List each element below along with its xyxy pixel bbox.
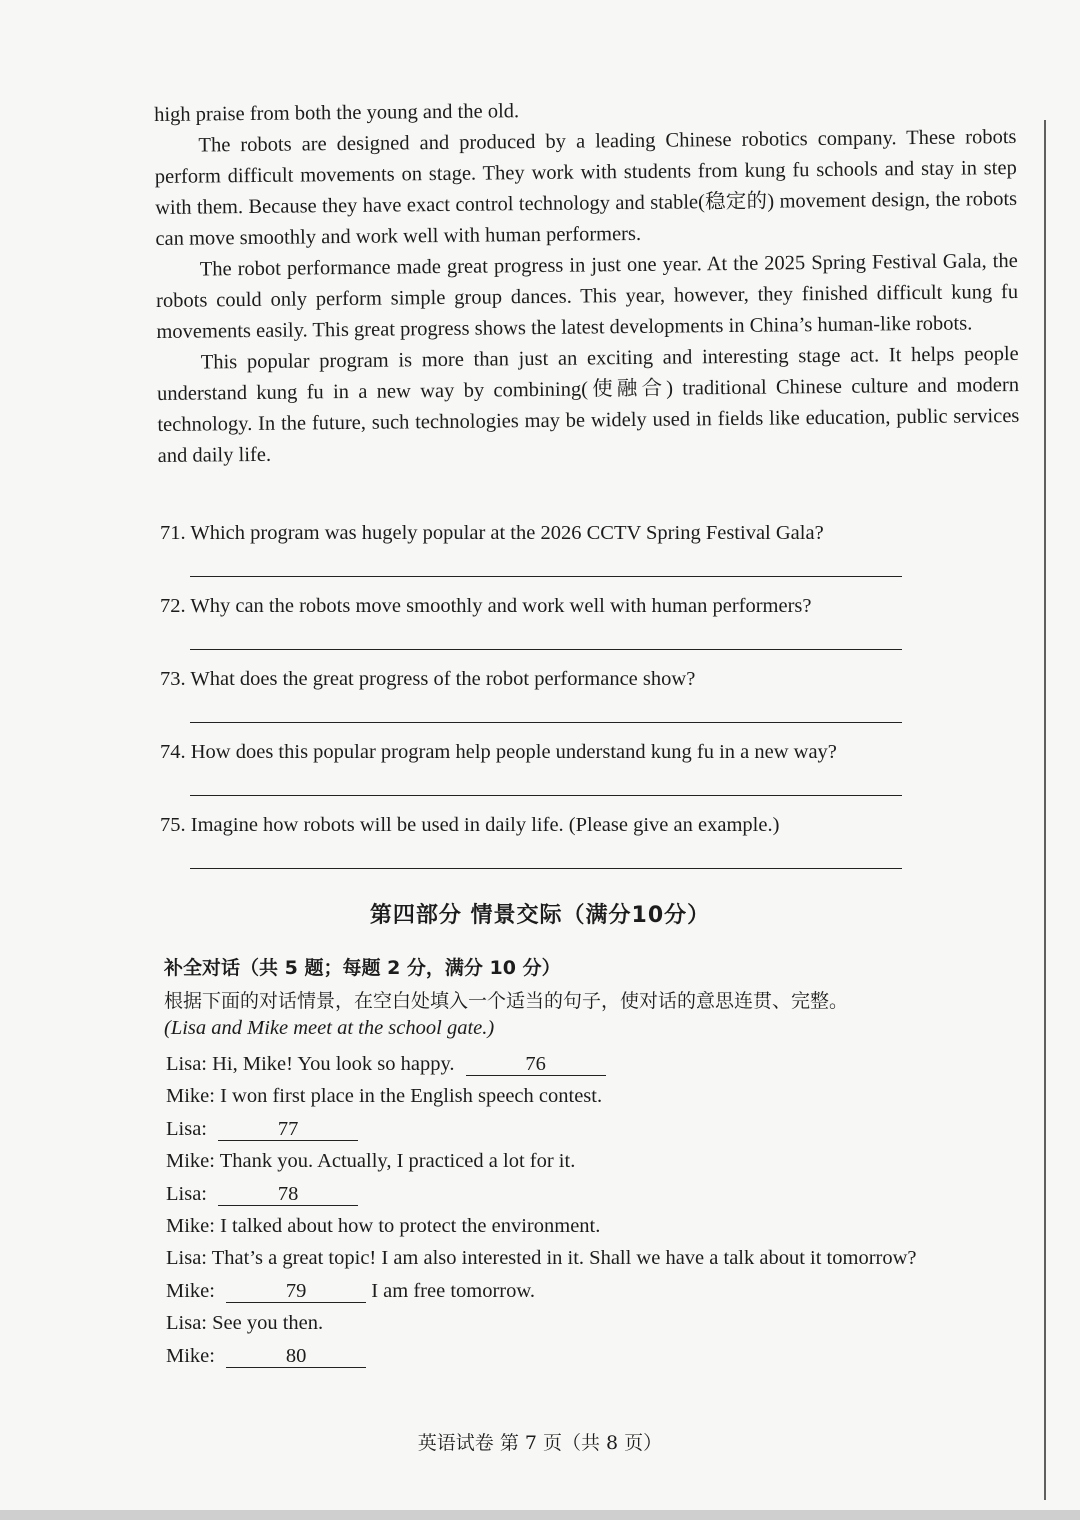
section-title: 第四部分 情景交际（满分10分） bbox=[369, 903, 711, 928]
question-72 bbox=[160, 595, 920, 668]
answer-line[interactable] bbox=[190, 576, 902, 577]
dialogue-line bbox=[166, 1080, 917, 1112]
passage-paragraph-0: high praise from both the young and the old. bbox=[154, 100, 520, 126]
question-text: 73. What does the great progress of the robot performance show? bbox=[160, 668, 696, 690]
question-73 bbox=[160, 668, 920, 741]
answer-line[interactable] bbox=[190, 868, 902, 869]
scan-edge bbox=[0, 1510, 1080, 1520]
dialogue-line bbox=[166, 1210, 917, 1242]
question-75 bbox=[160, 814, 920, 887]
passage-paragraph-3: This popular program is more than just an exciting and interesting stage act. It helps people understand kung fu in a new way by combining(使融合) traditional Chinese culture and modern technology. In the future, such technologies may be widely used in fields like education, public services and daily life. bbox=[156, 342, 1020, 467]
dialogue-line bbox=[166, 1178, 917, 1210]
section-instruction: 根据下面的对话情景，在空白处填入一个适当的句子，使对话的意思连贯、完整。 bbox=[164, 990, 849, 1012]
question-text: 75. Imagine how robots will be used in daily life. (Please give an example.) bbox=[160, 814, 780, 836]
dialogue-text: Lisa: That’s a great topic! I am also interested in it. Shall we have a talk about it tomorrow? bbox=[166, 1247, 917, 1270]
question-text: 74. How does this popular program help people understand kung fu in a new way? bbox=[160, 741, 837, 763]
dialogue-text: Mike: I won first place in the English speech contest. bbox=[166, 1085, 603, 1108]
dialogue-line bbox=[166, 1048, 917, 1080]
dialogue-text: Mike: I talked about how to protect the environment. bbox=[166, 1214, 601, 1237]
page-footer: 英语试卷 第 7 页（共 8 页） bbox=[417, 1432, 663, 1454]
answer-line[interactable] bbox=[190, 722, 902, 723]
dialogue-text: Mike: bbox=[166, 1279, 215, 1302]
answer-blank-80[interactable]: 80 bbox=[226, 1345, 366, 1368]
passage-paragraph-2: The robot performance made great progress in just one year. At the 2025 Spring Festival Gala, the robots could only perform simple group dances. This year, however, they finished difficult kung fu movements easily. This great progress shows the latest developments in China’s human-like robots. bbox=[155, 249, 1019, 343]
answer-blank-79[interactable]: 79 bbox=[226, 1280, 366, 1303]
answer-line[interactable] bbox=[190, 649, 902, 650]
dialogue-text: Lisa: Hi, Mike! You look so happy. bbox=[166, 1053, 455, 1075]
dialogue-line bbox=[166, 1307, 917, 1339]
dialogue-text: Lisa: bbox=[166, 1117, 207, 1140]
dialogue-line bbox=[166, 1340, 917, 1372]
section-subtitle: 补全对话（共 5 题；每题 2 分，满分 10 分） bbox=[164, 957, 561, 979]
answer-blank-78[interactable]: 78 bbox=[218, 1183, 358, 1206]
dialogue-line bbox=[166, 1145, 917, 1177]
question-text: 71. Which program was hugely popular at the 2026 CCTV Spring Festival Gala? bbox=[160, 522, 824, 544]
dialogue-text: Lisa: See you then. bbox=[166, 1312, 324, 1335]
dialogue-text: Mike: Thank you. Actually, I practiced a lot for it. bbox=[166, 1150, 576, 1173]
dialogue-line bbox=[166, 1113, 917, 1145]
dialogue-text-after: I am free tomorrow. bbox=[371, 1279, 535, 1302]
reading-passage bbox=[154, 91, 1020, 472]
dialogue-text: Mike: bbox=[166, 1344, 215, 1367]
margin-rule bbox=[1044, 120, 1046, 1500]
dialogue-scene: (Lisa and Mike meet at the school gate.) bbox=[164, 1017, 495, 1039]
answer-line[interactable] bbox=[190, 795, 902, 796]
dialogue-line bbox=[166, 1242, 917, 1274]
question-74 bbox=[160, 741, 920, 814]
answer-blank-76[interactable]: 76 bbox=[466, 1053, 606, 1076]
dialogue bbox=[166, 1048, 917, 1372]
question-71 bbox=[160, 522, 920, 595]
dialogue-text: Lisa: bbox=[166, 1182, 207, 1205]
question-text: 72. Why can the robots move smoothly and work well with human performers? bbox=[160, 595, 812, 617]
answer-blank-77[interactable]: 77 bbox=[218, 1118, 358, 1141]
dialogue-line bbox=[166, 1275, 917, 1307]
question-list bbox=[160, 522, 920, 887]
passage-paragraph-1: The robots are designed and produced by a leading Chinese robotics company. These robots perform difficult movements on stage. They work with students from kung fu schools and stay in step with them. Because they have exact control technology and stable(稳定的) movement design, the robots can move smoothly and work well with human performers. bbox=[154, 125, 1018, 250]
